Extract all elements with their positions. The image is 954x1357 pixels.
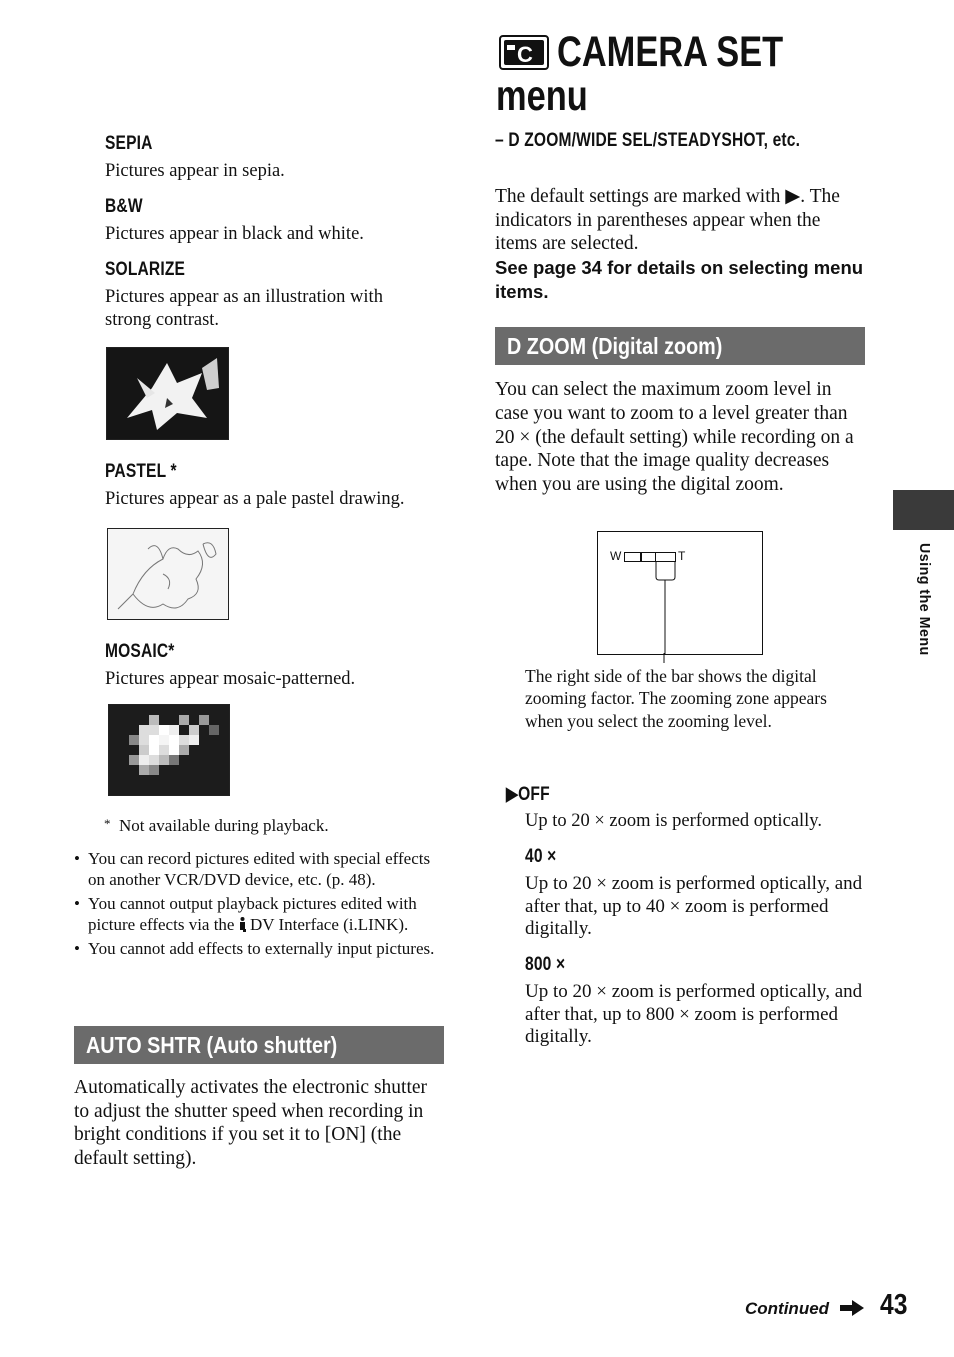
off-heading: ▶OFF (506, 784, 550, 805)
note-item: • You cannot output playback pictures edited with picture effects via the DV Interface (i.LINK). (74, 893, 444, 935)
solarize-heading: SOLARIZE (105, 259, 186, 280)
default-marker-icon: ▶ (506, 784, 519, 805)
ilink-icon (239, 916, 246, 931)
auto-shtr-header: AUTO SHTR (Auto shutter) (74, 1026, 444, 1064)
camera-set-icon (499, 35, 549, 70)
continued-arrow-icon (840, 1300, 864, 1321)
zoom-screen-diagram (597, 531, 763, 655)
solarize-sample-image (106, 347, 229, 440)
zoom-w-label: W (610, 549, 622, 563)
dzoom-header: D ZOOM (Digital zoom) (495, 327, 865, 365)
x40-desc: Up to 20 × zoom is performed optically, and after that, up to 40 × zoom is performed digitally. (525, 873, 863, 939)
bw-heading: B&W (105, 196, 143, 217)
page-title: CAMERA SET (557, 28, 784, 76)
x800-heading: 800 × (525, 954, 566, 975)
off-desc: Up to 20 × zoom is performed optically. (525, 811, 822, 831)
footnote: * Not available during playback. (104, 816, 329, 835)
bw-desc: Pictures appear in black and white. (105, 224, 364, 244)
side-tab-label: Using the Menu (916, 542, 933, 656)
pastel-sample-image (107, 528, 229, 620)
mosaic-desc: Pictures appear mosaic-patterned. (105, 669, 356, 689)
note-item: • You cannot add effects to externally input pictures. (74, 938, 444, 959)
x40-heading: 40 × (525, 846, 557, 867)
page-number: 43 (880, 1289, 908, 1321)
notes-list (74, 848, 444, 962)
intro-bold-text: See page 34 for details on selecting menu items. (495, 257, 864, 302)
pastel-desc: Pictures appear as a pale pastel drawing. (105, 489, 405, 509)
sepia-heading: SEPIA (105, 133, 153, 154)
leader-line (660, 653, 670, 663)
pastel-heading: PASTEL * (105, 461, 177, 482)
sepia-desc: Pictures appear in sepia. (105, 161, 285, 181)
continued-label: Continued (745, 1299, 830, 1318)
mosaic-heading: MOSAIC* (105, 641, 175, 662)
mosaic-sample-image (108, 704, 230, 796)
page-title-line2: menu (496, 72, 588, 120)
note-item: • You can record pictures edited with special effects on another VCR/DVD device, etc. (p. 48). (74, 848, 444, 890)
solarize-desc: Pictures appear as an illustration with strong contrast. (105, 287, 383, 330)
svg-text:C: C (517, 42, 533, 67)
diagram-caption: The right side of the bar shows the digital zooming factor. The zooming zone appears when you select the zooming level. (525, 666, 827, 731)
intro-text: The default settings are marked with ▶. The indicators in parentheses appear when the items are selected. (495, 186, 840, 254)
auto-shtr-desc: Automatically activates the electronic shutter to adjust the shutter speed when recording in bright conditions if you set it to [ON] (the default setting). (74, 1077, 428, 1169)
x800-desc: Up to 20 × zoom is performed optically, and after that, up to 800 × zoom is performed digitally. (525, 981, 863, 1047)
dzoom-desc: You can select the maximum zoom level in case you want to zoom to a level greater than 20 × (the default setting) while recording on a tape. Note that the image quality decreases when you are using the digital zoom. (495, 379, 854, 496)
zoom-t-label: T (678, 549, 686, 563)
side-tab-block (893, 490, 954, 530)
page-subtitle: – D ZOOM/WIDE SEL/STEADYSHOT, etc. (495, 130, 801, 151)
